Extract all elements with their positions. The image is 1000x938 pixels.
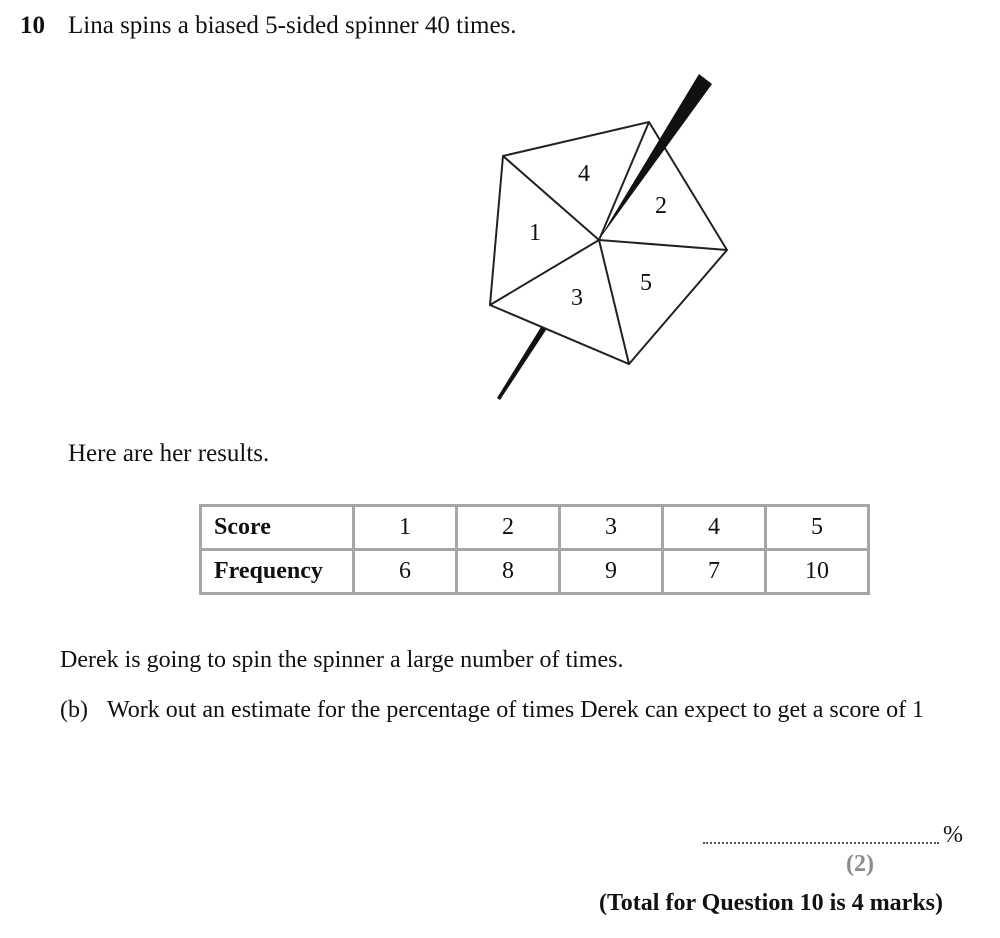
frequency-cell: 10 xyxy=(766,550,869,594)
sector-label: 4 xyxy=(578,161,590,187)
frequency-cell: 8 xyxy=(457,550,560,594)
score-cell: 1 xyxy=(354,506,457,550)
answer-line[interactable] xyxy=(703,842,939,844)
score-row xyxy=(201,506,869,550)
marks-label: (2) xyxy=(846,851,874,877)
score-cell: 2 xyxy=(457,506,560,550)
frequency-header: Frequency xyxy=(201,550,354,594)
question-number: 10 xyxy=(20,12,45,39)
spinner-diagram xyxy=(470,65,750,410)
results-intro: Here are her results. xyxy=(68,440,270,467)
question-text: Lina spins a biased 5-sided spinner 40 times. xyxy=(68,12,517,39)
sector-label: 3 xyxy=(571,285,583,311)
spinner-pointer-tail xyxy=(497,327,546,400)
frequency-cell: 7 xyxy=(663,550,766,594)
results-table xyxy=(199,504,870,595)
part-b-label: (b) xyxy=(60,697,88,723)
sector-label: 5 xyxy=(640,270,652,296)
total-marks: (Total for Question 10 is 4 marks) xyxy=(599,890,944,916)
answer-unit: % xyxy=(943,822,963,848)
part-b-intro: Derek is going to spin the spinner a large number of times. xyxy=(60,647,624,673)
score-cell: 5 xyxy=(766,506,869,550)
sector-label: 1 xyxy=(529,220,541,246)
frequency-cell: 6 xyxy=(354,550,457,594)
frequency-row xyxy=(201,550,869,594)
part-b-question: Work out an estimate for the percentage of times Derek can expect to get a score of 1 xyxy=(107,697,925,723)
score-header: Score xyxy=(201,506,354,550)
frequency-cell: 9 xyxy=(560,550,663,594)
score-cell: 4 xyxy=(663,506,766,550)
sector-label: 2 xyxy=(655,193,667,219)
spinner-pentagon xyxy=(490,122,727,364)
score-cell: 3 xyxy=(560,506,663,550)
